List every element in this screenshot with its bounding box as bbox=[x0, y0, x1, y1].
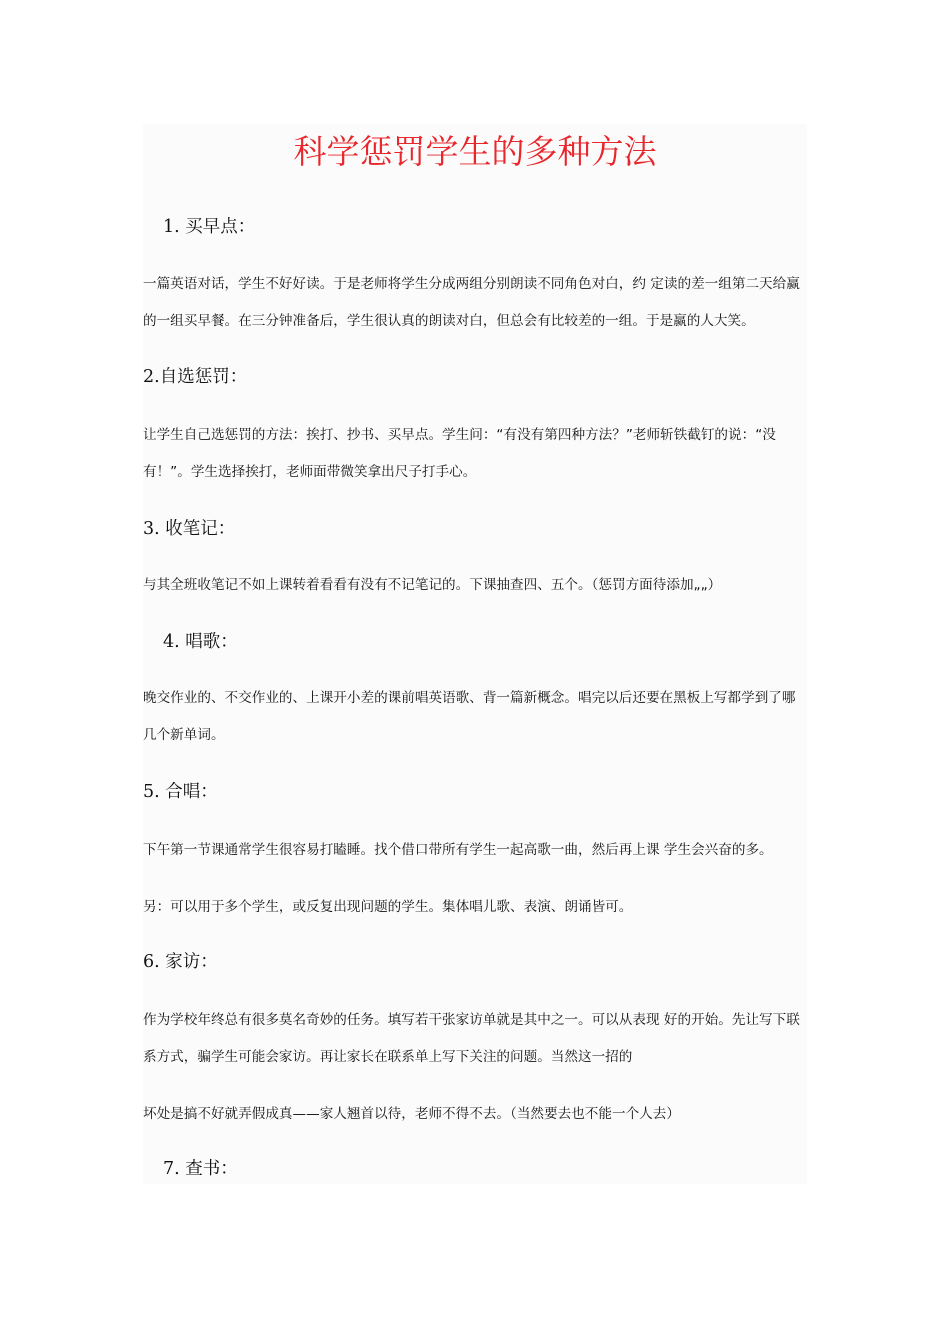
document-page bbox=[143, 124, 807, 1184]
section-heading-6: 6. 家访： bbox=[143, 952, 218, 972]
section-heading-3: 3. 收笔记： bbox=[143, 519, 236, 539]
section-6-paragraph-1: 作为学校年终总有很多莫名奇妙的任务。填写若干张家访单就是其中之一。可以从表现 好的开始。先让写下联系方式，骗学生可能会家访。再让家长在联系单上写下关注的问题。当然这一招的 bbox=[143, 1012, 800, 1065]
section-2-paragraph: 让学生自己选惩罚的方法：挨打、抄书、买早点。学生问：“有没有第四种方法？”老师斩铁截钉的说：“没有！”。学生选择挨打，老师面带微笑拿出尺子打手心。 bbox=[143, 427, 776, 480]
section-heading-2: 2.自选惩罚： bbox=[143, 367, 248, 387]
section-1-paragraph: 一篇英语对话，学生不好好读。于是老师将学生分成两组分别朗读不同角色对白，约 定读的差一组第二天给赢的一组买早餐。在三分钟准备后，学生很认真的朗读对白，但总会有比较差的一组。于是赢的人大笑。 bbox=[143, 276, 800, 329]
section-4-paragraph: 晚交作业的、不交作业的、上课开小差的课前唱英语歌、背一篇新概念。唱完以后还要在黑板上写都学到了哪几个新单词。 bbox=[143, 690, 796, 743]
section-3-paragraph: 与其全班收笔记不如上课转着看看有没有不记笔记的。下课抽查四、五个。（惩罚方面待添加„„） bbox=[143, 577, 722, 593]
section-5-paragraph-1: 下午第一节课通常学生很容易打瞌睡。找个借口带所有学生一起高歌一曲，然后再上课 学生会兴奋的多。 bbox=[143, 842, 773, 858]
section-heading-5: 5. 合唱： bbox=[143, 782, 218, 802]
section-heading-4: 4. 唱歌： bbox=[163, 632, 238, 652]
section-heading-1: 1. 买早点： bbox=[163, 217, 256, 237]
section-heading-7: 7. 查书： bbox=[163, 1159, 238, 1179]
document-title: 科学惩罚学生的多种方法 bbox=[293, 132, 657, 171]
section-6-paragraph-2: 坏处是搞不好就弄假成真——家人翘首以待，老师不得不去。（当然要去也不能一个人去） bbox=[143, 1106, 680, 1122]
section-5-paragraph-2: 另：可以用于多个学生，或反复出现问题的学生。集体唱儿歌、表演、朗诵皆可。 bbox=[143, 899, 633, 915]
